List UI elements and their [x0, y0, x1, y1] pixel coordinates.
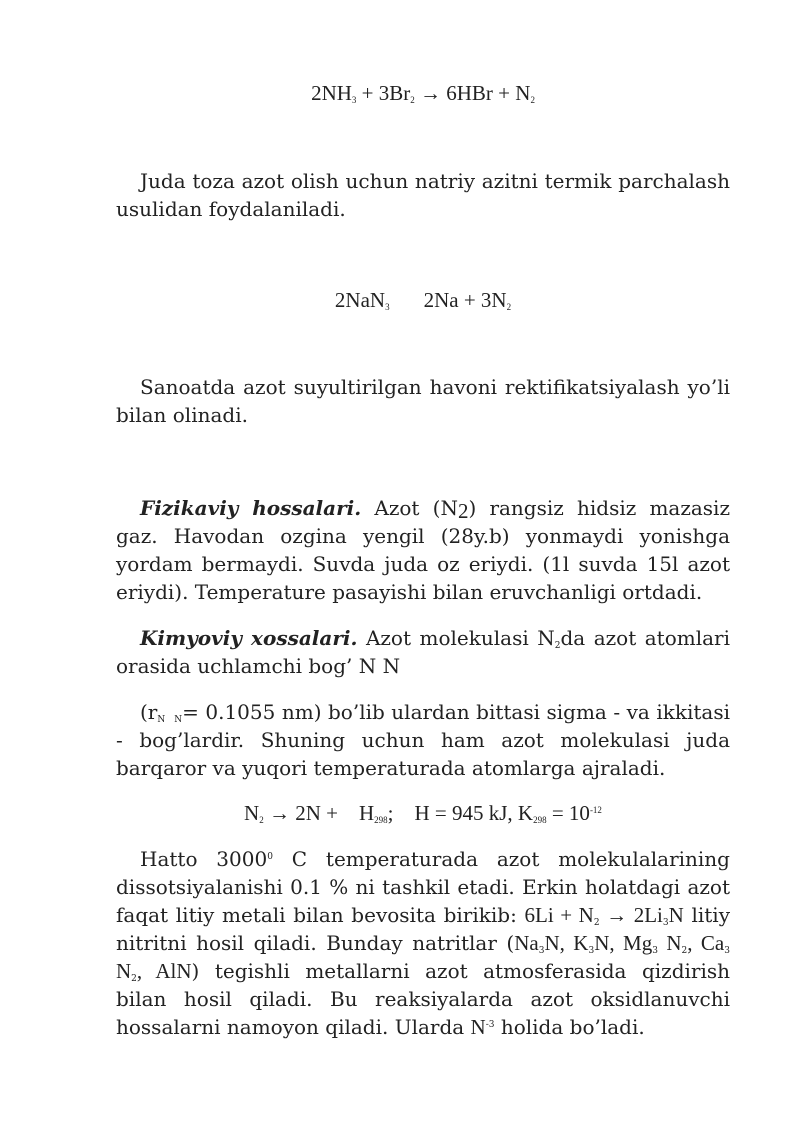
- eq-subscript: 3: [385, 302, 390, 312]
- eq-term: ; H = 945 kJ, K: [387, 801, 534, 825]
- eq-subscript: 3: [652, 946, 658, 956]
- text-run: (r: [140, 700, 158, 724]
- eq-term: = 10: [546, 801, 590, 825]
- text-run: litiy nitritni hosil qiladi. Bunday natritlar (: [116, 903, 731, 955]
- formula-run: N: [116, 959, 132, 983]
- eq-subscript: 298: [374, 815, 388, 825]
- eq-superscript: -12: [589, 805, 602, 815]
- eq-subscript: 3: [351, 95, 357, 105]
- eq-subscript: 298: [533, 815, 547, 825]
- eq-subscript: 3: [538, 946, 545, 956]
- eq-term: + 3Br: [356, 81, 411, 105]
- formula-run: N: [470, 1015, 486, 1039]
- eq-subscript: 2: [681, 946, 688, 956]
- paragraph-physical-properties: [116, 494, 730, 606]
- paragraph-chemical-properties: [116, 624, 730, 680]
- formula-run: N, K: [544, 931, 589, 955]
- equation-dissociation: [116, 799, 730, 827]
- formula-run: N: [668, 903, 684, 927]
- equation-sodium-azide: [116, 286, 730, 314]
- paragraph-dissociation: [116, 845, 730, 1041]
- text-run: Azot molekulasi N: [357, 626, 555, 650]
- text-run: holida bo’ladi.: [494, 1015, 645, 1039]
- eq-superscript: -3: [485, 1020, 495, 1030]
- eq-superscript: 0: [267, 852, 273, 862]
- section-heading: Kimyoviy xossalari.: [140, 626, 358, 650]
- eq-subscript: 2: [457, 499, 469, 523]
- eq-subscript: 3: [588, 946, 595, 956]
- formula-run: , AlN: [136, 959, 192, 983]
- formula-run: , Ca: [687, 931, 725, 955]
- eq-term: → 6HBr + N: [414, 81, 531, 105]
- eq-term: 2Na + 3N: [423, 288, 507, 312]
- text-run: da azot atomlari orasida uchlamchi bog’ N N: [116, 626, 730, 678]
- eq-term: 2NaN: [334, 288, 386, 312]
- eq-subscript: 2: [410, 95, 415, 105]
- formula-run: N, Mg: [594, 931, 653, 955]
- text-run: ) rangsiz hidsiz mazasiz gaz. Havodan ozgina yengil (28y.b) yonmaydi yonishga yordam bermaydi. Suvda juda oz eriydi. (1l suvda 15l azot eriydi). Temperature pasayishi bilan eruvchanligi ortdadi.: [116, 496, 730, 604]
- text-run: = 0.1055 nm) bo’lib ulardan bittasi sigma - va ikkitasi - bog’lardir. Shuning uchun ham azot molekulasi juda barqaror va yuqori temperaturada atomlarga ajraladi.: [116, 700, 730, 780]
- eq-subscript: 2: [593, 918, 600, 928]
- eq-term: 2NH: [311, 81, 352, 105]
- eq-subscript: 2: [530, 95, 535, 105]
- formula-run: Na: [514, 931, 539, 955]
- text-run: ) tegishli metallarni azot atmosferasida qizdirish bilan hosil qiladi. Bu reaksiyalarda azot oksidlanuvchi hossalarni namoyon qiladi. Ularda: [116, 959, 730, 1039]
- text-run: C temperaturada azot molekulalarining dissotsiyalanishi 0.1 % ni tashkil etadi. Erkin holatdagi azot faqat litiy metali bilan bevosita birikib:: [116, 847, 730, 927]
- eq-subscript: 2: [554, 641, 561, 651]
- formula-run: N: [657, 931, 682, 955]
- formula-run: → 2Li: [599, 903, 663, 927]
- paragraph-pure-nitrogen: Juda toza azot olish uchun natriy azitni termik parchalash usulidan foydalaniladi.: [116, 169, 730, 221]
- eq-term: N: [244, 801, 260, 825]
- eq-subscript: 2: [259, 815, 264, 825]
- paragraph-industrial: Sanoatda azot suyultirilgan havoni rektifikatsiyalash yo’li bilan olinadi.: [116, 375, 730, 427]
- eq-term: → 2N + H: [263, 801, 375, 825]
- eq-subscript: 3: [724, 946, 730, 956]
- section-heading: Fizikaviy hossalari.: [140, 496, 362, 520]
- eq-subscript: 2: [506, 302, 512, 312]
- paragraph-bond-length: [116, 698, 730, 782]
- text-run: Hatto 3000: [140, 847, 268, 871]
- eq-subscript: 2: [131, 974, 137, 984]
- eq-subscript: N N: [157, 715, 183, 725]
- formula-run: 6Li + N: [524, 903, 594, 927]
- eq-subscript: 3: [662, 918, 669, 928]
- text-run: Azot (N: [361, 496, 458, 520]
- equation-ammonia-bromine: [116, 79, 730, 107]
